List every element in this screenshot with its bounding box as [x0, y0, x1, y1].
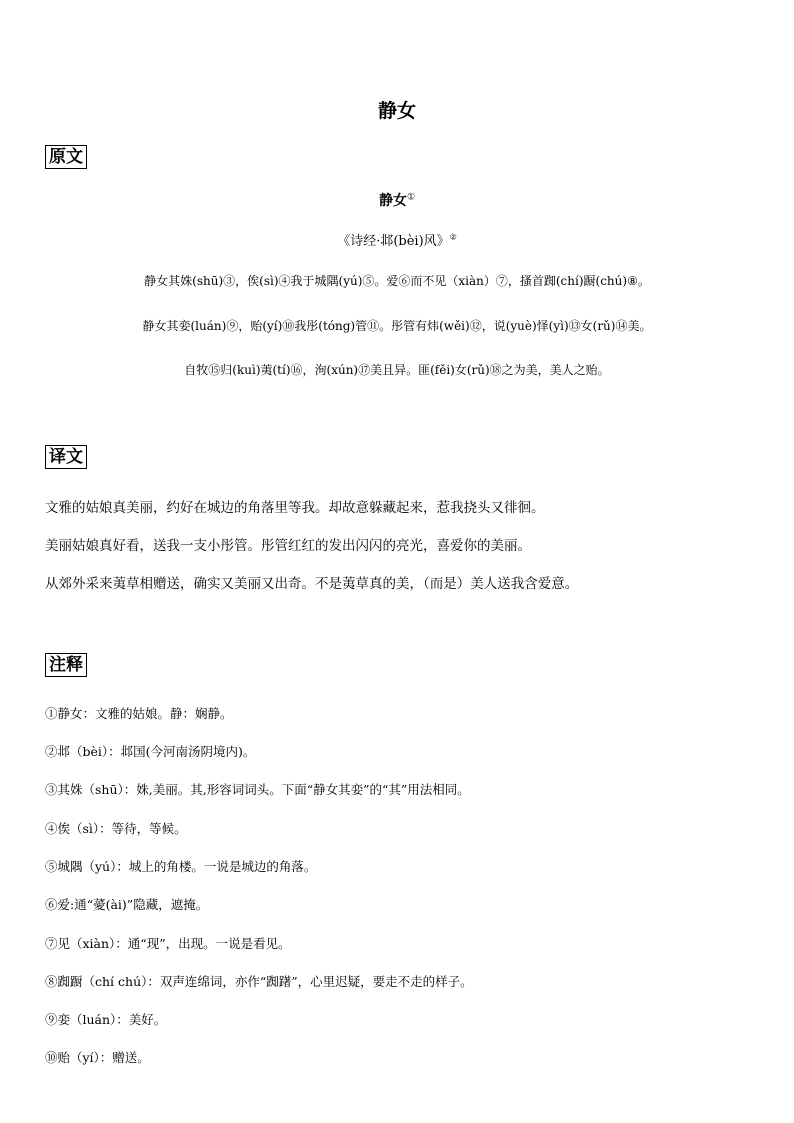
- note-item: ⑨娈（luán）：美好。: [45, 1012, 167, 1027]
- translation-line: 从郊外采来荑草相赠送，确实又美丽又出奇。不是荑草真的美，（而是）美人送我含爱意。: [45, 576, 579, 592]
- translation-line: 文雅的姑娘真美丽，约好在城边的角落里等我。却故意躲藏起来，惹我挠头又徘徊。: [45, 500, 545, 516]
- poem-title-text: 静女: [378, 193, 407, 209]
- note-item: ②邶（bèi）：邶国(今河南汤阴境内)。: [45, 744, 256, 759]
- section-heading-notes: 注释: [45, 653, 87, 677]
- poem-line: 自牧⑮归(kuì)荑(tí)⑯，洵(xún)⑰美且异。匪(fěi)女(rǔ)⑱之为美，美人之贻。: [184, 363, 610, 377]
- section-heading-original: 原文: [45, 145, 87, 169]
- translation-line: 美丽姑娘真好看，送我一支小彤管。彤管红红的发出闪闪的亮光，喜爱你的美丽。: [45, 538, 531, 554]
- poem-line: 静女其姝(shū)③，俟(sì)④我于城隅(yú)⑤。爱⑥而不见（xiàn）⑦，搔首踟(chí)蹰(chú)⑧。: [144, 274, 650, 288]
- note-item: ⑤城隅（yú）：城上的角楼。一说是城边的角落。: [45, 859, 317, 874]
- section-heading-translation: 译文: [45, 445, 87, 469]
- note-item: ⑥爱:通“薆(ài)”隐藏，遮掩。: [45, 897, 209, 912]
- poem-source: [0, 230, 794, 249]
- note-item: ③其姝（shū）：姝,美丽。其,形容词词头。下面“静女其娈”的“其”用法相同。: [45, 782, 470, 797]
- note-item: ⑧踟蹰（chí chú）：双声连绵词，亦作“踟躇”，心里迟疑，要走不走的样子。: [45, 974, 473, 989]
- poem-title: [0, 190, 794, 210]
- page-title: 静女: [377, 100, 416, 122]
- poem-title-footnote-mark: ①: [406, 192, 416, 203]
- poem-line: 静女其娈(luán)⑨，贻(yí)⑩我彤(tóng)管⑪。彤管有炜(wěi)⑫，说(yuè)怿(yì)⑬女(rǔ)⑭美。: [142, 319, 652, 333]
- note-item: ⑦见（xiàn）：通“现”，出现。一说是看见。: [45, 936, 291, 951]
- note-item: ①静女：文雅的姑娘。静：娴静。: [45, 706, 233, 721]
- poem-source-footnote-mark: ②: [449, 232, 457, 242]
- note-item: ⑩贻（yí）：赠送。: [45, 1050, 150, 1065]
- poem-source-text: 《诗经·邶(bèi)风》: [337, 234, 450, 249]
- note-item: ④俟（sì）：等待，等候。: [45, 821, 187, 836]
